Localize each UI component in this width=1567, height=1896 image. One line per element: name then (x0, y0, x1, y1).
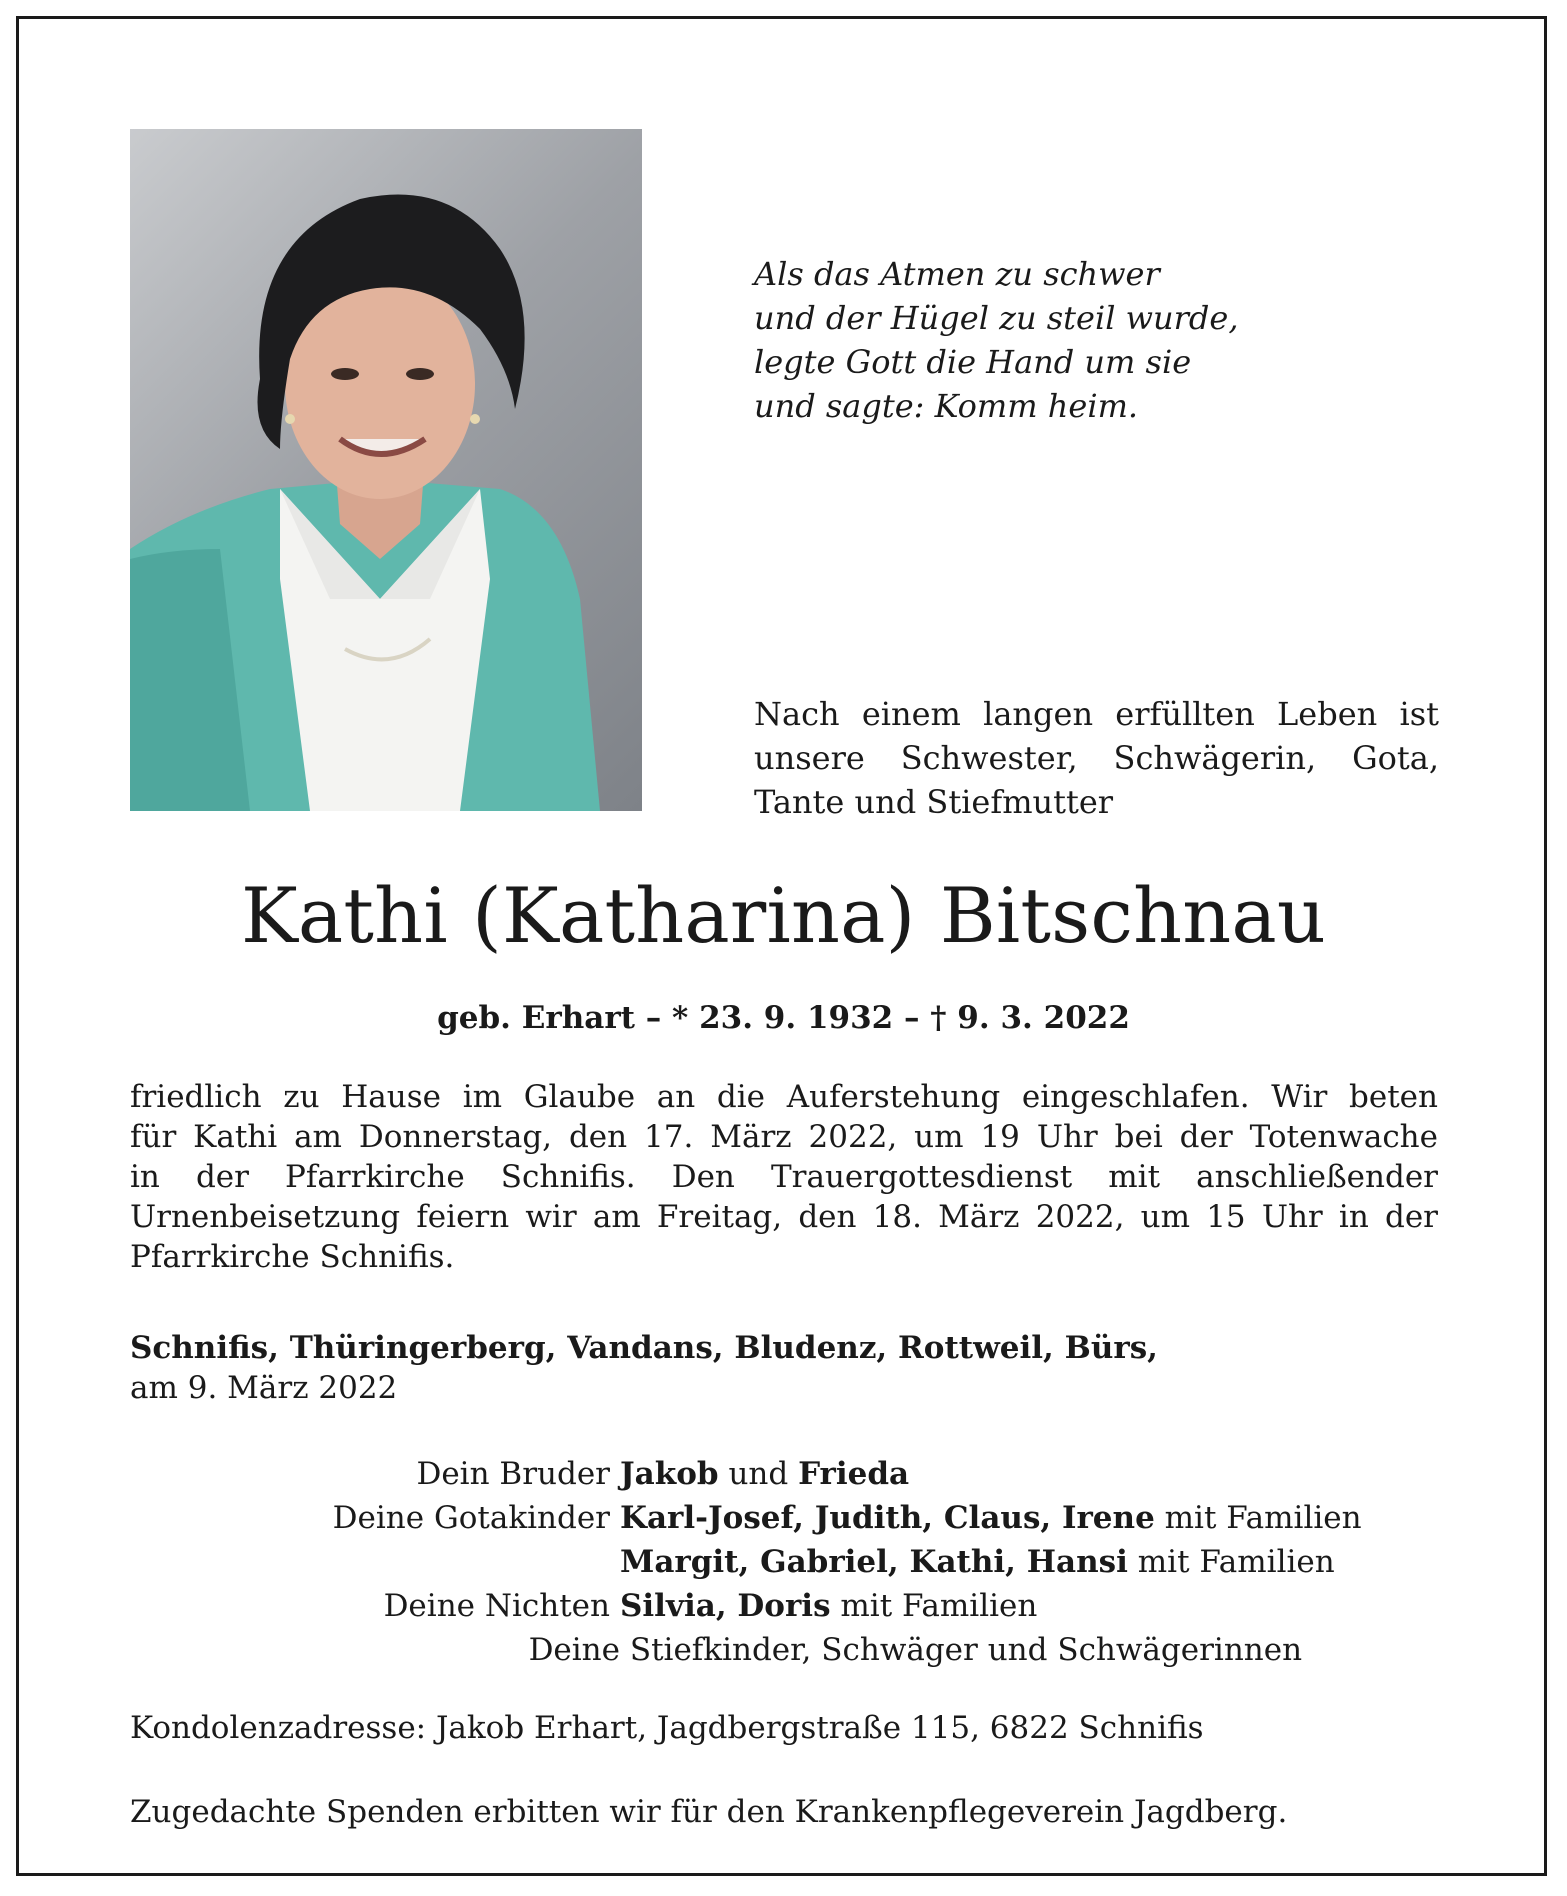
family-connector: und (718, 1456, 799, 1492)
intro-text (754, 692, 1439, 824)
intro-line: unsere Schwester, Schwägerin, Gota, (754, 739, 1439, 777)
family-row (130, 1584, 1438, 1628)
family-names (620, 1540, 1438, 1584)
family-name-bold: Jakob (620, 1456, 719, 1492)
body-line: für Kathi am Donnerstag, den 17. März 2022, um 19 Uhr bei der Totenwache (130, 1119, 1438, 1155)
deceased-name: Kathi (Katharina) Bitschnau (240, 871, 1327, 960)
family-list (130, 1452, 1438, 1672)
family-relation: Deine (528, 1632, 620, 1668)
places-towns: Schnifis, Thüringerberg, Vandans, Bludenz, Rottweil, Bürs, (130, 1330, 1158, 1366)
donation-note: Zugedachte Spenden erbitten wir für den Krankenpflegeverein Jagdberg. (130, 1794, 1288, 1830)
body-line: friedlich zu Hause im Glaube an die Auferstehung eingeschlafen. Wir beten (130, 1079, 1438, 1115)
family-names (620, 1496, 1438, 1540)
poem-line: legte Gott die Hand um sie (754, 343, 1192, 381)
body-line: Urnenbeisetzung feiern wir am Freitag, den 18. März 2022, um 15 Uhr in der (130, 1199, 1438, 1235)
family-row (130, 1452, 1438, 1496)
poem-line: Als das Atmen zu schwer (754, 255, 1160, 293)
poem-line: und der Hügel zu steil wurde, (754, 299, 1239, 337)
poem-line: und sagte: Komm heim. (754, 387, 1139, 425)
family-relation: Dein Bruder (416, 1456, 610, 1492)
portrait-photo (130, 129, 642, 811)
family-names (620, 1452, 1438, 1496)
portrait-illustration (130, 129, 642, 811)
body-line: in der Pfarrkirche Schnifis. Den Trauergottesdienst mit anschließender (130, 1159, 1438, 1195)
places-and-date (130, 1328, 1438, 1408)
intro-line: Nach einem langen erfüllten Leben ist (754, 695, 1439, 733)
condolence-address: Kondolenzadresse: Jakob Erhart, Jagdbergstraße 115, 6822 Schnifis (130, 1710, 1204, 1746)
family-row (130, 1496, 1438, 1540)
announcement-body (130, 1077, 1438, 1277)
family-relation: Deine Gotakinder (332, 1500, 610, 1536)
places-date: am 9. März 2022 (130, 1370, 398, 1406)
poem-quote (754, 252, 1454, 428)
family-relation: Deine Nichten (383, 1588, 610, 1624)
family-suffix: mit Familien (830, 1588, 1038, 1624)
birth-death-dates: geb. Erhart – * 23. 9. 1932 – † 9. 3. 2022 (437, 1000, 1130, 1036)
family-names (620, 1584, 1438, 1628)
family-suffix: mit Familien (1154, 1500, 1362, 1536)
family-name-bold: Karl-Josef, Judith, Claus, Irene (620, 1500, 1155, 1536)
body-line: Pfarrkirche Schnifis. (130, 1239, 455, 1275)
family-name-bold: Margit, Gabriel, Kathi, Hansi (620, 1544, 1128, 1580)
family-row (130, 1628, 1438, 1672)
family-suffix: Stiefkinder, Schwäger und Schwägerinnen (620, 1632, 1303, 1668)
family-name-bold: Frieda (798, 1456, 910, 1492)
family-suffix: mit Familien (1127, 1544, 1335, 1580)
intro-line: Tante und Stiefmutter (754, 783, 1114, 821)
family-name-bold: Silvia, Doris (620, 1588, 831, 1624)
family-row (130, 1540, 1438, 1584)
family-relation (130, 1540, 620, 1584)
